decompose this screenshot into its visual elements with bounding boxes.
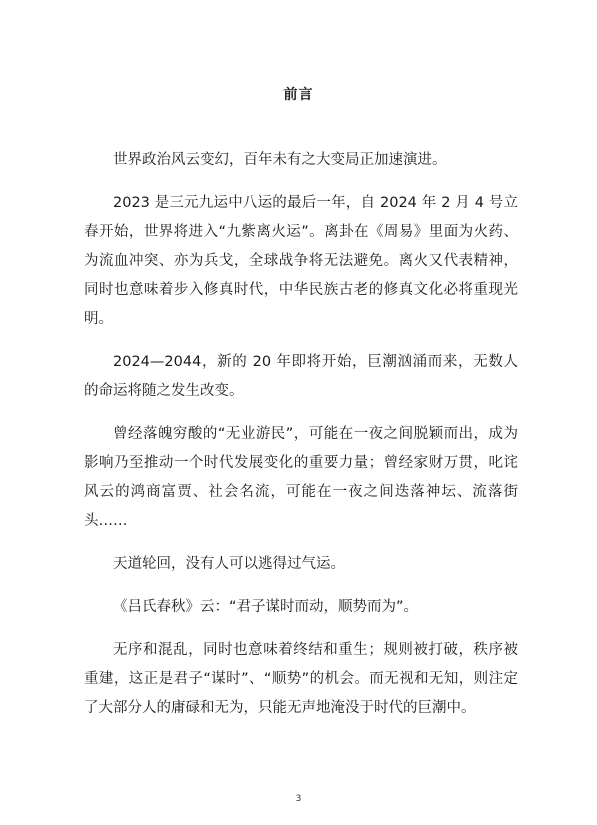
paragraph-4: 曾经落魄穷酸的“无业游民”，可能在一夜之间脱颖而出，成为影响乃至推动一个时代发展变化的重要力量；曾经家财万贯，叱诧风云的鸿商富贾、社会名流，可能在一夜之间迭落神坛、流落街头…… [84, 426, 518, 529]
body-text [84, 146, 518, 737]
page-number: 3 [295, 794, 302, 804]
paragraph-3: 2024—2044，新的 20 年即将开始，巨潮汹涌而来，无数人的命运将随之发生改变。 [84, 354, 518, 399]
paragraph-5: 天道轮回，没有人可以逃得过气运。 [113, 556, 345, 572]
paragraph-1: 世界政治风云变幻，百年未有之大变局正加速演进。 [113, 152, 447, 168]
page-title: 前言 [283, 87, 314, 103]
paragraph-2: 2023 是三元九运中八运的最后一年，自 2024 年 2 月 4 号立春开始，世界将进入“九紫离火运”。离卦在《周易》里面为火药、为流血冲突、亦为兵戈，全球战争将无法避免。离火又代表精神，同时也意味着步入修真时代，中华民族古老的修真文化必将重现光明。 [84, 195, 518, 327]
paragraph-7: 无序和混乱，同时也意味着终结和重生；规则被打破，秩序被重建，这正是君子“谋时”、“顺势”的机会。而无视和无知，则注定了大部分人的庸碌和无为，只能无声地淹没于时代的巨潮中。 [84, 642, 518, 716]
paragraph-6: 《吕氏春秋》云：“君子谋时而动，顺势而为”。 [113, 599, 419, 615]
